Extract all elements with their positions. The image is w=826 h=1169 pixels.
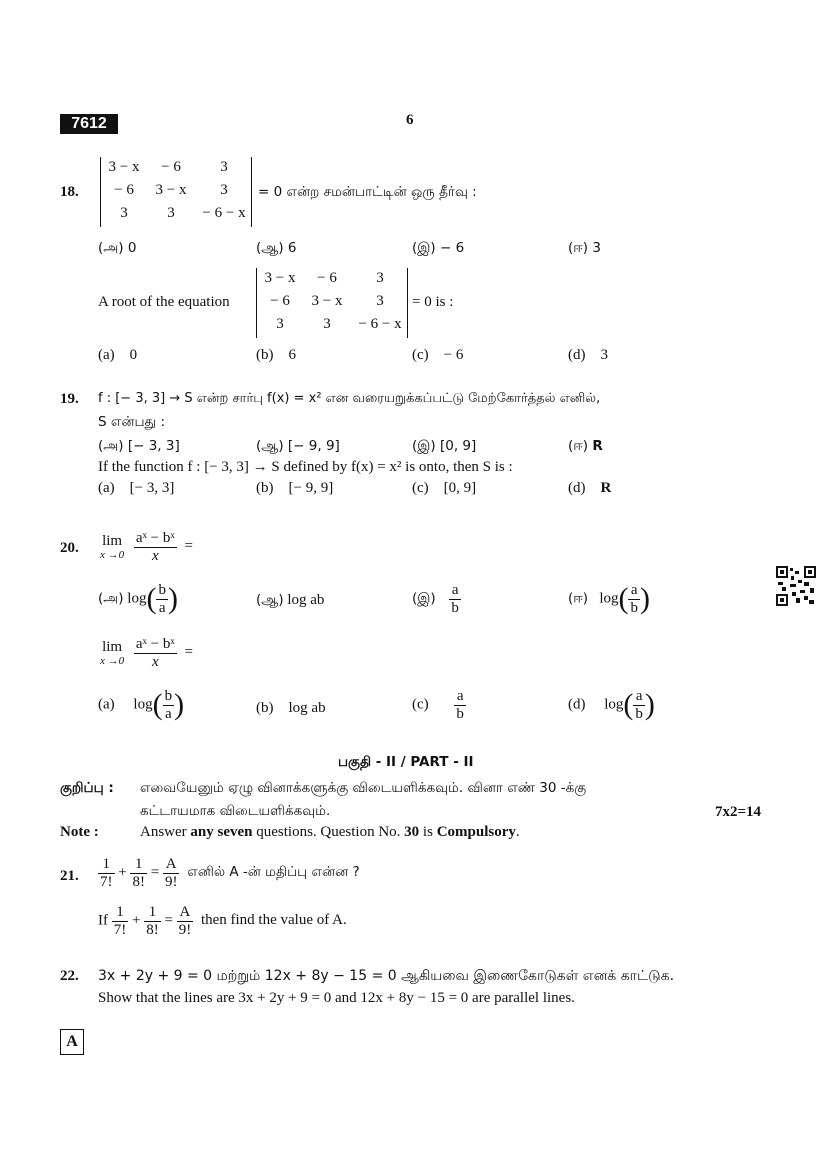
option-ta-c: (இ) [0, 9] — [412, 438, 477, 454]
option-ta-b: (ஆ) log ab — [256, 592, 325, 608]
option-en-a: (a) 0 — [98, 347, 138, 363]
option-en-d: (d) 3 — [568, 347, 608, 363]
option-en-c: (c) [0, 9] — [412, 480, 477, 496]
qr-code-icon — [776, 566, 816, 606]
matrix-cell: 3 − x — [311, 293, 343, 309]
matrix-cell: − 6 — [161, 159, 181, 175]
matrix-cell: 3 — [220, 182, 228, 198]
text: = 0 என்ற சமன்பாட்டின் ஒரு தீர்வு : — [258, 184, 477, 200]
option-en-b: (b) 6 — [256, 347, 296, 363]
question-text-ta: f : [− 3, 3] → S என்ற சார்பு f(x) = x² என வரையறுக்கப்பட்டு மேற்கோர்த்தல் எனில், — [98, 391, 601, 406]
question-text-en: If $\frac{1}{7!}$ + $\frac{1}{8!}$ = $\frac{A}{9!}$ then find the value of A. — [98, 904, 347, 938]
matrix-cell: − 6 — [317, 270, 337, 286]
matrix-cell: 3 — [376, 270, 384, 286]
question-text-en: Show that the lines are 3x + 2y + 9 = 0 and 12x + 8y − 15 = 0 are parallel lines. — [98, 990, 575, 1006]
question-text-ta: 3x + 2y + 9 = 0 மற்றும் 12x + 8y − 15 = 0 ஆகியவை இணைகோடுகள் எனக் காட்டுக. — [98, 968, 675, 984]
matrix-cell: 3 − x — [155, 182, 187, 198]
matrix-cell: 3 — [120, 205, 128, 221]
option-ta-a: (அ) 0 — [98, 240, 137, 256]
option-ta-b: (ஆ) [− 9, 9] — [256, 438, 340, 454]
note-label-ta: குறிப்பு : — [60, 780, 114, 796]
option-en-d: (d) R — [568, 480, 612, 496]
marks-label: 7x2=14 — [715, 804, 762, 820]
matrix-cell: 3 − x — [108, 159, 140, 175]
matrix-cell: 3 − x — [264, 270, 296, 286]
version-box: A — [60, 1029, 84, 1055]
question-text-ta — [258, 184, 477, 202]
paper-code-badge: 7612 — [60, 114, 118, 134]
matrix-cell: − 6 − x — [358, 316, 402, 332]
question-number: 19. — [60, 391, 79, 407]
question-text-en: If the function f : [− 3, 3] → S defined by f(x) = x² is onto, then S is : — [98, 459, 513, 475]
option-ta-d: (ஈ) log( $\frac{a}{b}$ ) — [568, 582, 650, 616]
option-en-c: (c) − 6 — [412, 347, 464, 363]
matrix-cell: 3 — [376, 293, 384, 309]
determinant-en — [256, 268, 408, 338]
question-number: 20. — [60, 540, 79, 556]
note-text-ta: எவையேனும் ஏழு வினாக்களுக்கு விடையளிக்கவும். வினா எண் 30 -க்கு — [140, 780, 587, 796]
question-text-ta-2: S என்பது : — [98, 414, 166, 430]
matrix-cell: − 6 — [114, 182, 134, 198]
option-ta-c: (இ) $\frac{a}{b}$ — [412, 582, 459, 616]
matrix-cell: − 6 − x — [202, 205, 246, 221]
page-number: 6 — [406, 112, 414, 128]
question-number: 21. — [60, 868, 79, 884]
option-ta-b: (ஆ) 6 — [256, 240, 297, 256]
note-text-en: Answer any seven questions. Question No. 30 is Compulsory. — [140, 824, 520, 840]
question-number: 22. — [60, 968, 79, 984]
option-en-a: (a) [− 3, 3] — [98, 480, 175, 496]
option-en-b: (b) log ab — [256, 700, 326, 716]
matrix-cell: − 6 — [270, 293, 290, 309]
determinant-ta — [100, 157, 252, 227]
equation-tail: = 0 is : — [412, 294, 454, 310]
section-title: பகுதி - II / PART - II — [338, 754, 474, 770]
matrix-cell: 3 — [167, 205, 175, 221]
option-en-b: (b) [− 9, 9] — [256, 480, 334, 496]
limit-expression: lim x →0 $\frac{\text{aˣ − bˣ}}{x}$ = — [100, 530, 193, 564]
option-ta-d: (ஈ) R — [568, 438, 603, 454]
option-ta-a: (அ) log( $\frac{b}{a}$ ) — [98, 582, 178, 616]
note-label-en: Note : — [60, 824, 99, 840]
question-number: 18. — [60, 184, 79, 200]
option-en-a: (a) log( $\frac{b}{a}$ ) — [98, 688, 185, 722]
option-ta-d: (ஈ) 3 — [568, 240, 601, 256]
option-ta-a: (அ) [− 3, 3] — [98, 438, 180, 454]
question-text-ta: $\frac{1}{7!}$ + $\frac{1}{8!}$ = $\frac{A}{9!}$ எனில் A -ன் மதிப்பு என்ன ? — [100, 856, 360, 890]
option-ta-c: (இ) − 6 — [412, 240, 465, 256]
note-text-ta-2: கட்டாயமாக விடையளிக்கவும். — [140, 803, 331, 819]
matrix-cell: 3 — [220, 159, 228, 175]
option-en-d: (d) log( $\frac{a}{b}$ ) — [568, 688, 655, 722]
limit-expression-en: lim x →0 $\frac{\text{aˣ − bˣ}}{x}$ = — [100, 636, 193, 670]
question-text-en: A root of the equation — [98, 294, 230, 310]
option-en-c: (c) $\frac{a}{b}$ — [412, 688, 464, 722]
matrix-cell: 3 — [323, 316, 331, 332]
matrix-cell: 3 — [276, 316, 284, 332]
